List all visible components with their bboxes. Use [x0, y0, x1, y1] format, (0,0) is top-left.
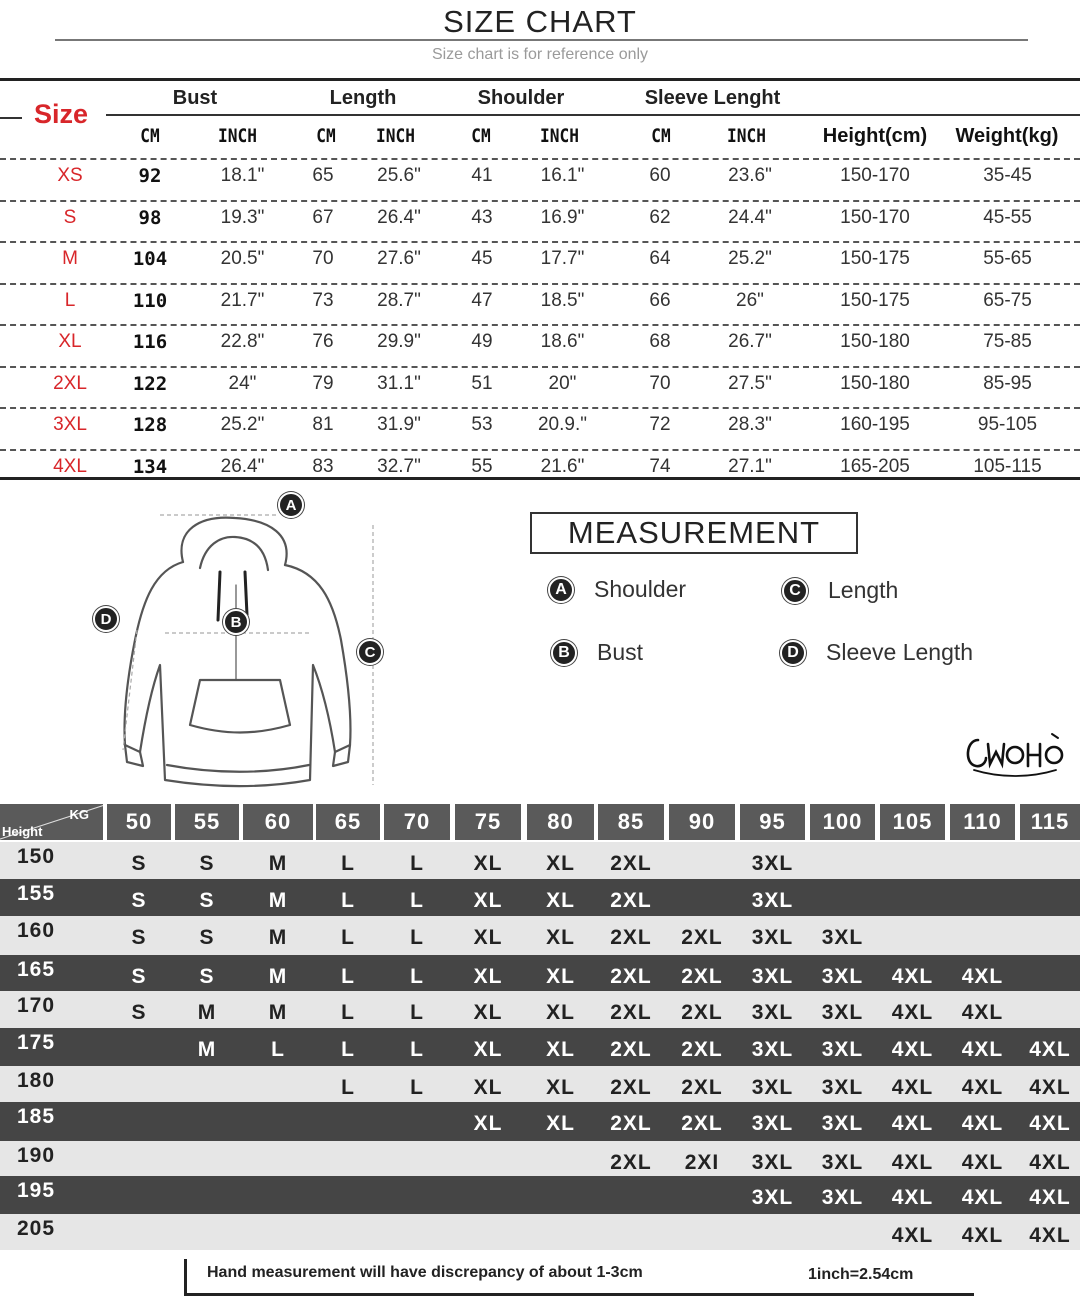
- recommended-size-cell: 3XL: [821, 1186, 864, 1209]
- recommended-size-cell: 4XL: [1029, 1224, 1071, 1247]
- size-value-cell: 83: [312, 455, 334, 477]
- size-value-cell: 81: [312, 414, 334, 435]
- recommended-size-cell: L: [410, 1001, 424, 1024]
- recommended-size-cell: XL: [546, 889, 575, 912]
- height-row-label: 175: [17, 1031, 56, 1054]
- recommended-size-cell: XL: [546, 1001, 575, 1024]
- recommended-size-cell: 4XL: [891, 1224, 934, 1247]
- height-row-label: 150: [17, 845, 56, 868]
- legend-shoulder: [548, 576, 686, 603]
- legend-bust-label: Bust: [597, 639, 644, 665]
- recommended-size-cell: 4XL: [891, 1186, 934, 1209]
- height-header: Height(cm): [822, 125, 928, 147]
- weight-column-header: 95: [740, 804, 805, 840]
- recommended-size-cell: L: [410, 1038, 424, 1061]
- size-value-cell: 134: [132, 455, 168, 478]
- weight-column-header: 90: [669, 804, 735, 840]
- recommended-size-cell: S: [131, 926, 147, 949]
- size-value-cell: 79: [312, 372, 334, 394]
- size-table: [0, 78, 1080, 480]
- height-row: [0, 916, 1080, 955]
- recommended-size-cell: 3XL: [821, 1038, 864, 1061]
- recommended-size-cell: XL: [473, 965, 503, 988]
- badge-a-icon: A: [548, 577, 574, 603]
- height-row: [0, 879, 1080, 916]
- marker-d-icon: D: [93, 606, 119, 632]
- recommended-size-cell: L: [341, 1038, 355, 1061]
- recommended-size-cell: 3XL: [821, 965, 864, 988]
- recommended-size-cell: L: [410, 852, 424, 875]
- recommended-size-cell: 2XL: [610, 889, 652, 912]
- weight-column-header: 85: [598, 804, 664, 840]
- recommended-size-cell: 2XL: [610, 1038, 652, 1061]
- size-value-cell: 128: [132, 414, 168, 436]
- recommended-size-cell: L: [410, 926, 424, 949]
- height-axis-label: Height: [2, 824, 43, 839]
- recommended-size-cell: 4XL: [891, 1076, 934, 1099]
- recommended-size-cell: XL: [473, 1112, 503, 1135]
- height-row: [0, 991, 1080, 1028]
- size-value-cell: 92: [138, 165, 162, 187]
- size-value-cell: 21.7": [220, 289, 265, 311]
- height-row: [0, 1176, 1080, 1214]
- recommended-size-cell: 2XL: [610, 965, 652, 988]
- recommended-size-cell: XL: [546, 1112, 575, 1135]
- size-value-cell: 67: [312, 206, 334, 228]
- size-value-cell: 98: [138, 206, 162, 229]
- height-row-label: 205: [17, 1217, 56, 1240]
- recommended-size-cell: XL: [546, 852, 575, 875]
- size-value-cell: 21.6": [540, 455, 585, 477]
- brand-logo-icon: [960, 730, 1070, 780]
- recommended-size-cell: 4XL: [961, 1224, 1004, 1247]
- recommended-size-cell: S: [199, 889, 215, 912]
- size-column-label: Size: [34, 99, 89, 129]
- recommended-size-cell: 3XL: [751, 1076, 794, 1099]
- size-value-cell: 18.6": [540, 331, 585, 352]
- footer-left-bar: [184, 1259, 187, 1295]
- size-value-cell: 150-170: [840, 206, 910, 228]
- bust-inch-header: INCH: [218, 125, 257, 147]
- recommended-size-cell: 3XL: [751, 1112, 794, 1135]
- height-row: [0, 842, 1080, 879]
- recommended-size-cell: M: [197, 1038, 217, 1061]
- recommended-size-cell: 3XL: [751, 852, 794, 875]
- size-value-cell: 27.1": [728, 455, 772, 477]
- recommended-size-cell: 4XL: [891, 1151, 934, 1174]
- recommended-size-cell: M: [268, 926, 288, 949]
- size-value-cell: 19.3": [220, 206, 265, 228]
- recommended-size-cell: M: [197, 1001, 217, 1024]
- recommended-size-cell: 4XL: [961, 1151, 1004, 1174]
- hoodie-outline-diagram: [105, 490, 375, 790]
- size-value-cell: 18.1": [220, 165, 265, 186]
- height-row-label: 155: [17, 882, 56, 905]
- size-value-cell: 68: [649, 331, 671, 352]
- size-value-cell: 23.6": [728, 165, 772, 186]
- size-value-cell: 17.7": [540, 248, 585, 269]
- footer-note: [0, 1250, 1080, 1305]
- recommended-size-cell: 3XL: [821, 1076, 864, 1099]
- legend-bust: [551, 639, 643, 666]
- sleeve-inch-header: INCH: [727, 125, 766, 147]
- size-value-cell: 24": [228, 372, 257, 394]
- size-label-dash: [0, 117, 22, 119]
- height-weight-size-grid: [0, 802, 1080, 1250]
- recommended-size-cell: XL: [473, 1038, 503, 1061]
- size-value-cell: 165-205: [840, 455, 910, 477]
- weight-column-header: 75: [455, 804, 521, 840]
- recommended-size-cell: 4XL: [1029, 1076, 1071, 1099]
- recommended-size-cell: 3XL: [751, 965, 794, 988]
- size-value-cell: 95-105: [977, 414, 1038, 435]
- size-value-cell: 150-180: [840, 372, 910, 394]
- recommended-size-cell: S: [131, 852, 147, 875]
- recommended-size-cell: 4XL: [891, 1112, 934, 1135]
- recommended-size-cell: 4XL: [891, 1038, 934, 1061]
- recommended-size-cell: 2XL: [610, 1112, 652, 1135]
- sleeve-cm-header: CM: [651, 125, 671, 147]
- size-value-cell: 62: [649, 206, 671, 228]
- recommended-size-cell: XL: [546, 926, 575, 949]
- size-value-cell: 104: [132, 248, 168, 270]
- size-value-cell: 16.1": [540, 165, 585, 186]
- size-row-divider: [0, 283, 1080, 285]
- height-row: [0, 1141, 1080, 1176]
- size-value-cell: 85-95: [983, 372, 1032, 394]
- recommended-size-cell: S: [199, 965, 215, 988]
- recommended-size-cell: M: [268, 965, 288, 988]
- marker-c-icon: C: [357, 639, 383, 665]
- page-subtitle: Size chart is for reference only: [431, 46, 649, 63]
- weight-column-header: 115: [1020, 804, 1080, 840]
- recommended-size-cell: 2XI: [684, 1151, 720, 1174]
- recommended-size-cell: 2XL: [610, 1151, 652, 1174]
- recommended-size-cell: 3XL: [751, 1001, 794, 1024]
- recommended-size-cell: XL: [546, 1076, 575, 1099]
- recommended-size-cell: M: [268, 1001, 288, 1024]
- group-bust: Bust: [172, 87, 218, 109]
- recommended-size-cell: 4XL: [1029, 1151, 1071, 1174]
- size-row-divider: [0, 324, 1080, 326]
- recommended-size-cell: L: [341, 889, 355, 912]
- recommended-size-cell: L: [410, 965, 424, 988]
- height-row-label: 170: [17, 994, 56, 1017]
- size-value-cell: 65: [312, 165, 334, 186]
- size-value-cell: 41: [471, 165, 493, 186]
- size-value-cell: 16.9": [540, 206, 585, 228]
- badge-b-icon: B: [551, 640, 577, 666]
- recommended-size-cell: S: [199, 852, 215, 875]
- recommended-size-cell: 2XL: [681, 1001, 723, 1024]
- recommended-size-cell: 2XL: [681, 1076, 723, 1099]
- size-value-cell: 27.5": [728, 372, 772, 394]
- recommended-size-cell: M: [268, 889, 288, 912]
- recommended-size-cell: L: [410, 889, 424, 912]
- length-inch-header: INCH: [376, 125, 415, 147]
- recommended-size-cell: XL: [546, 965, 575, 988]
- size-value-cell: 43: [471, 206, 493, 228]
- size-value-cell: 26.4": [220, 455, 265, 477]
- badge-c-icon: C: [782, 578, 808, 604]
- recommended-size-cell: 2XL: [610, 1001, 652, 1024]
- size-value-cell: 18.5": [540, 289, 585, 311]
- height-row-label: 185: [17, 1105, 56, 1128]
- size-value-cell: 35-45: [983, 165, 1032, 186]
- group-header-divider: [106, 114, 1080, 116]
- size-value-cell: 64: [649, 248, 671, 269]
- size-value-cell: 27.6": [377, 248, 421, 269]
- size-value-cell: 75-85: [983, 331, 1032, 352]
- recommended-size-cell: 2XL: [681, 1038, 723, 1061]
- height-row-label: 180: [17, 1069, 56, 1092]
- size-name-cell: XL: [58, 331, 82, 352]
- weight-column-header: 50: [107, 804, 171, 840]
- grid-corner-header: [0, 804, 103, 840]
- group-length: Length: [329, 87, 397, 109]
- size-value-cell: 122: [132, 372, 168, 395]
- size-name-cell: M: [62, 248, 78, 269]
- height-row-label: 190: [17, 1144, 56, 1167]
- recommended-size-cell: S: [131, 889, 147, 912]
- measurement-title: MEASUREMENT: [530, 512, 858, 554]
- marker-a-icon: A: [278, 492, 304, 518]
- size-value-cell: 20": [548, 372, 577, 394]
- recommended-size-cell: XL: [473, 926, 503, 949]
- shoulder-inch-header: INCH: [540, 125, 579, 147]
- size-value-cell: 32.7": [377, 455, 421, 477]
- recommended-size-cell: 2XL: [681, 1112, 723, 1135]
- size-value-cell: 53: [471, 414, 493, 435]
- size-value-cell: 25.2": [728, 248, 772, 269]
- size-value-cell: 70: [312, 248, 334, 269]
- recommended-size-cell: 2XL: [681, 965, 723, 988]
- size-value-cell: 116: [132, 331, 168, 353]
- recommended-size-cell: 4XL: [1029, 1186, 1071, 1209]
- recommended-size-cell: 4XL: [891, 965, 934, 988]
- height-row-label: 165: [17, 958, 56, 981]
- badge-d-icon: D: [780, 640, 806, 666]
- size-value-cell: 72: [649, 414, 671, 435]
- size-value-cell: 55: [471, 455, 493, 477]
- size-value-cell: 110: [132, 289, 168, 312]
- recommended-size-cell: S: [199, 926, 215, 949]
- recommended-size-cell: 2XL: [610, 852, 652, 875]
- title-divider: [55, 39, 1028, 41]
- weight-column-header: 100: [810, 804, 875, 840]
- size-value-cell: 29.9": [377, 331, 421, 352]
- height-row-label: 160: [17, 919, 56, 942]
- size-value-cell: 73: [312, 289, 334, 311]
- size-value-cell: 150-175: [840, 289, 910, 311]
- size-name-cell: S: [63, 206, 77, 228]
- size-value-cell: 160-195: [840, 414, 910, 435]
- weight-column-header: 65: [316, 804, 380, 840]
- recommended-size-cell: L: [341, 926, 355, 949]
- recommended-size-cell: 4XL: [961, 1186, 1004, 1209]
- size-value-cell: 24.4": [728, 206, 772, 228]
- recommended-size-cell: 2XL: [681, 926, 723, 949]
- recommended-size-cell: XL: [546, 1038, 575, 1061]
- recommended-size-cell: 4XL: [1029, 1038, 1071, 1061]
- height-row: [0, 1102, 1080, 1141]
- size-row-divider: [0, 407, 1080, 409]
- size-row-divider: [0, 241, 1080, 243]
- group-shoulder: Shoulder: [477, 87, 565, 109]
- size-value-cell: 26": [736, 289, 764, 311]
- legend-length-label: Length: [828, 577, 899, 603]
- weight-column-header: 110: [950, 804, 1015, 840]
- size-value-cell: 51: [471, 372, 493, 394]
- size-value-cell: 20.5": [220, 248, 265, 269]
- size-value-cell: 150-180: [840, 331, 910, 352]
- recommended-size-cell: 3XL: [751, 1151, 794, 1174]
- recommended-size-cell: XL: [473, 889, 503, 912]
- size-value-cell: 65-75: [983, 289, 1032, 311]
- size-name-cell: L: [64, 289, 76, 311]
- recommended-size-cell: 4XL: [1029, 1112, 1071, 1135]
- size-value-cell: 25.6": [377, 165, 421, 186]
- size-name-cell: 2XL: [53, 372, 87, 394]
- recommended-size-cell: L: [410, 1076, 424, 1099]
- weight-column-header: 60: [243, 804, 313, 840]
- size-value-cell: 20.9.": [537, 414, 587, 435]
- size-row-divider: [0, 366, 1080, 368]
- weight-column-header: 80: [527, 804, 594, 840]
- size-value-cell: 150-175: [840, 248, 910, 269]
- recommended-size-cell: 3XL: [821, 1112, 864, 1135]
- recommended-size-cell: 2XL: [610, 1076, 652, 1099]
- size-value-cell: 55-65: [983, 248, 1032, 269]
- kg-axis-label: KG: [69, 807, 89, 822]
- size-name-cell: 4XL: [53, 455, 87, 477]
- legend-shoulder-label: Shoulder: [594, 576, 687, 602]
- recommended-size-cell: 3XL: [821, 1001, 864, 1024]
- recommended-size-cell: 4XL: [961, 1001, 1004, 1024]
- recommended-size-cell: L: [271, 1038, 285, 1061]
- weight-column-header: 70: [384, 804, 450, 840]
- size-value-cell: 22.8": [220, 331, 265, 352]
- height-row: [0, 1066, 1080, 1102]
- inch-conversion-note: 1inch=2.54cm: [808, 1266, 914, 1283]
- height-row: [0, 1028, 1080, 1066]
- height-row: [0, 1214, 1080, 1250]
- recommended-size-cell: 3XL: [821, 1151, 864, 1174]
- recommended-size-cell: 4XL: [891, 1001, 934, 1024]
- recommended-size-cell: 3XL: [751, 926, 794, 949]
- size-value-cell: 47: [471, 289, 493, 311]
- size-value-cell: 105-115: [973, 455, 1042, 477]
- group-sleeve-length: Sleeve Lenght: [644, 87, 781, 109]
- recommended-size-cell: L: [341, 965, 355, 988]
- marker-b-icon: B: [223, 609, 249, 635]
- recommended-size-cell: 4XL: [961, 1038, 1004, 1061]
- size-row-divider: [0, 158, 1080, 160]
- shoulder-cm-header: CM: [471, 125, 491, 147]
- recommended-size-cell: 4XL: [961, 1076, 1004, 1099]
- recommended-size-cell: XL: [473, 1076, 503, 1099]
- footer-underline: [184, 1293, 974, 1296]
- size-name-cell: XS: [57, 165, 83, 186]
- height-row-label: 195: [17, 1179, 56, 1202]
- size-name-cell: 3XL: [53, 414, 87, 435]
- page-title: SIZE CHART: [443, 4, 637, 39]
- size-value-cell: 26.7": [728, 331, 772, 352]
- legend-length: [782, 577, 898, 604]
- size-value-cell: 60: [649, 165, 671, 186]
- size-value-cell: 31.1": [377, 372, 421, 394]
- recommended-size-cell: S: [131, 965, 147, 988]
- measurement-section: [0, 480, 1080, 802]
- recommended-size-cell: L: [341, 1001, 355, 1024]
- size-value-cell: 150-170: [840, 165, 910, 186]
- height-row: [0, 955, 1080, 991]
- length-cm-header: CM: [316, 125, 336, 147]
- recommended-size-cell: M: [268, 852, 288, 875]
- recommended-size-cell: 3XL: [821, 926, 864, 949]
- recommended-size-cell: 4XL: [961, 965, 1004, 988]
- size-value-cell: 28.7": [377, 289, 421, 311]
- bust-cm-header: CM: [140, 125, 160, 147]
- recommended-size-cell: L: [341, 852, 355, 875]
- size-value-cell: 45: [471, 248, 493, 269]
- recommended-size-cell: 3XL: [751, 1038, 794, 1061]
- weight-column-header: 105: [880, 804, 945, 840]
- recommended-size-cell: 3XL: [751, 1186, 794, 1209]
- size-value-cell: 74: [649, 455, 671, 477]
- measurement-discrepancy-note: Hand measurement will have discrepancy of about 1-3cm: [207, 1264, 643, 1281]
- recommended-size-cell: XL: [473, 1001, 503, 1024]
- size-row-divider: [0, 449, 1080, 451]
- size-value-cell: 31.9": [377, 414, 421, 435]
- recommended-size-cell: L: [341, 1076, 355, 1099]
- size-chart-header: [0, 0, 1080, 78]
- legend-sleeve-length: [780, 639, 973, 666]
- recommended-size-cell: 2XL: [610, 926, 652, 949]
- size-value-cell: 49: [471, 331, 493, 352]
- size-row-divider: [0, 200, 1080, 202]
- weight-column-header: 55: [175, 804, 239, 840]
- weight-header: Weight(kg): [955, 125, 1059, 147]
- size-value-cell: 25.2": [220, 414, 265, 435]
- recommended-size-cell: 3XL: [751, 889, 794, 912]
- recommended-size-cell: 4XL: [961, 1112, 1004, 1135]
- size-value-cell: 76: [312, 331, 334, 352]
- weight-header-row: [0, 802, 1080, 842]
- size-value-cell: 66: [649, 289, 671, 311]
- size-value-cell: 28.3": [728, 414, 772, 435]
- size-value-cell: 26.4": [377, 206, 421, 228]
- legend-sleeve-length-label: Sleeve Length: [826, 639, 974, 665]
- size-value-cell: 70: [649, 372, 671, 394]
- recommended-size-cell: S: [131, 1001, 147, 1024]
- recommended-size-cell: XL: [473, 852, 503, 875]
- size-value-cell: 45-55: [983, 206, 1032, 228]
